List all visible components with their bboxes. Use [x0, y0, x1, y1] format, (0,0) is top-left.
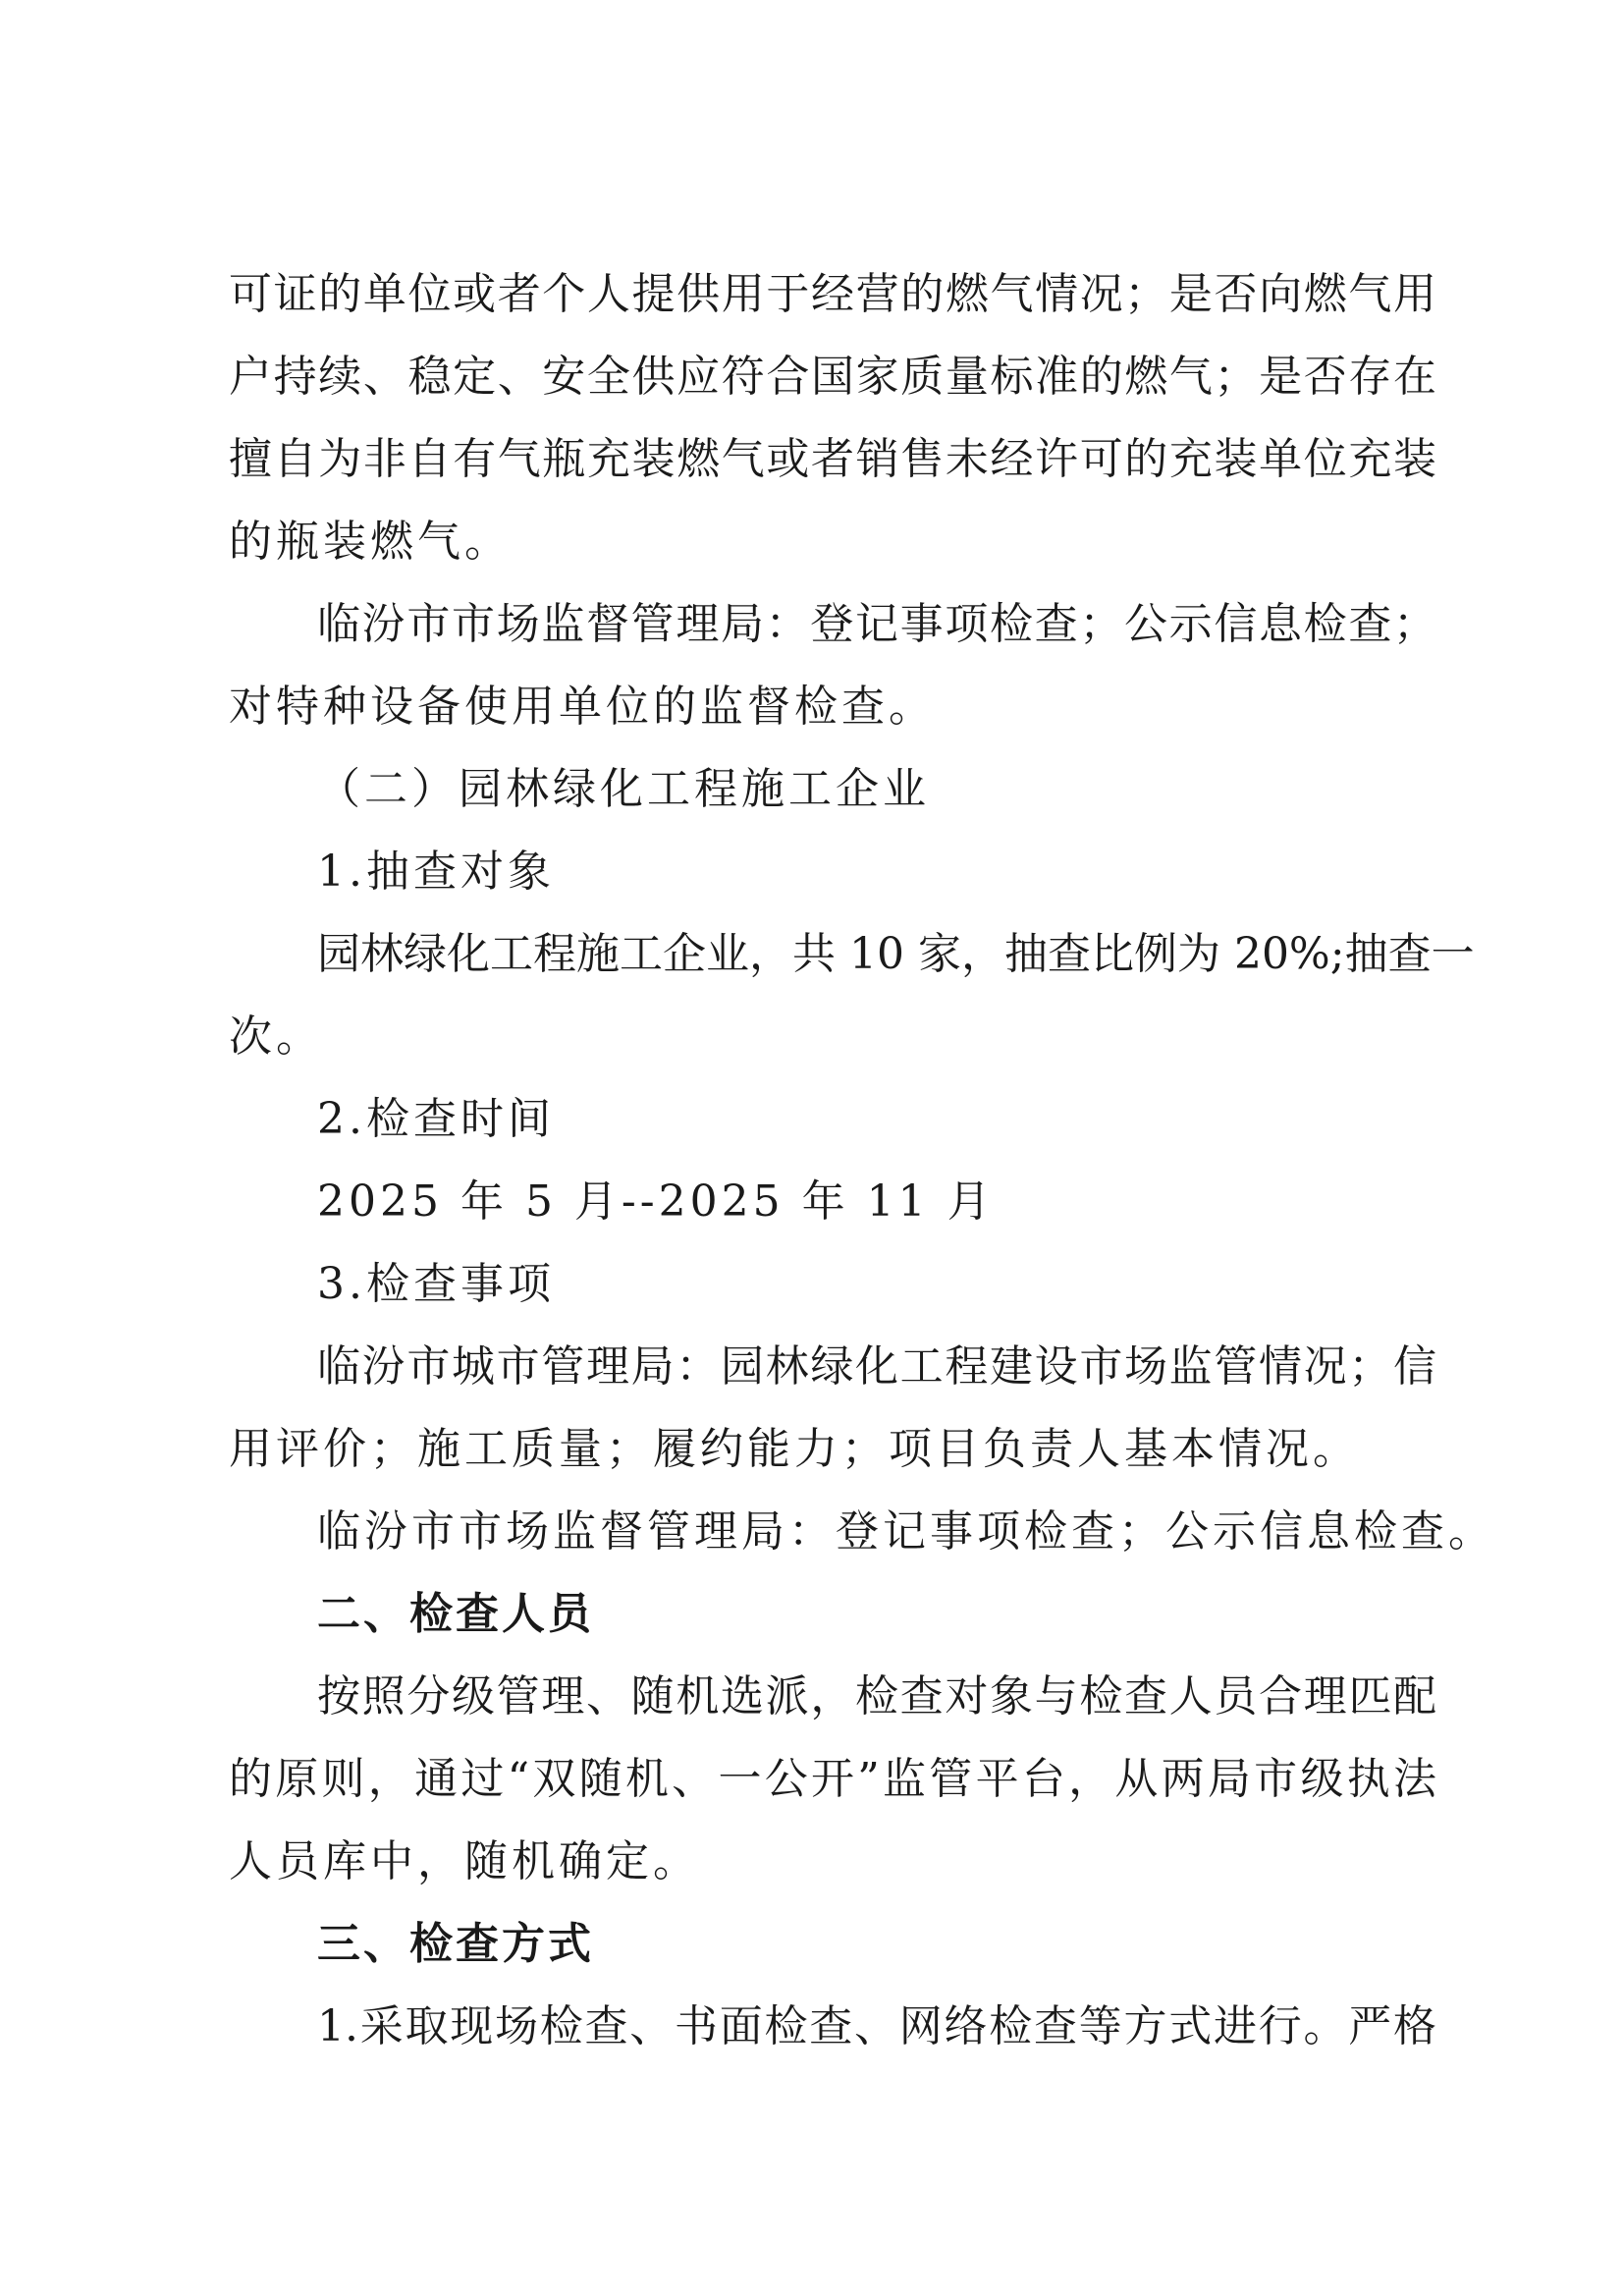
- body-text-line: 户持续、稳定、安全供应符合国家质量标准的燃气；是否存在: [229, 352, 1436, 402]
- body-text-line: 次。: [229, 1011, 323, 1062]
- body-text-line: 可证的单位或者个人提供用于经营的燃气情况；是否向燃气用: [229, 269, 1436, 319]
- list-item-heading: 3.检查事项: [317, 1259, 555, 1309]
- body-text-line: 用评价；施工质量；履约能力；项目负责人基本情况。: [229, 1424, 1360, 1474]
- body-text-line: 园林绿化工程施工企业，共 10 家，抽查比例为 20%;抽查一: [317, 929, 1475, 979]
- list-item-heading: 2.检查时间: [317, 1094, 555, 1144]
- body-text-line: 的瓶装燃气。: [229, 517, 512, 567]
- body-text-line: 临汾市城市管理局：园林绿化工程建设市场监管情况；信: [317, 1341, 1436, 1392]
- body-text-line: 人员库中，随机确定。: [229, 1836, 700, 1886]
- body-text-line: 临汾市市场监督管理局：登记事项检查；公示信息检查；: [317, 599, 1436, 649]
- list-item-heading: 1.抽查对象: [317, 847, 555, 897]
- body-text-line: 临汾市市场监督管理局：登记事项检查；公示信息检查。: [317, 1506, 1495, 1557]
- body-text-line: 2025 年 5 月--2025 年 11 月: [317, 1176, 995, 1227]
- body-text-line: 擅自为非自有气瓶充装燃气或者销售未经许可的充装单位充装: [229, 434, 1436, 484]
- body-text-line: 的原则，通过“双随机、一公开”监管平台，从两局市级执法: [229, 1754, 1436, 1804]
- section-heading: 三、检查方式: [317, 1919, 594, 1969]
- section-heading: 二、检查人员: [317, 1589, 594, 1639]
- section-subheading: （二）园林绿化工程施工企业: [317, 764, 930, 814]
- body-text-line: 对特种设备使用单位的监督检查。: [229, 682, 936, 732]
- body-text-line: 1.采取现场检查、书面检查、网络检查等方式进行。严格: [317, 2001, 1436, 2051]
- body-text-line: 按照分级管理、随机选派，检查对象与检查人员合理匹配: [317, 1671, 1436, 1722]
